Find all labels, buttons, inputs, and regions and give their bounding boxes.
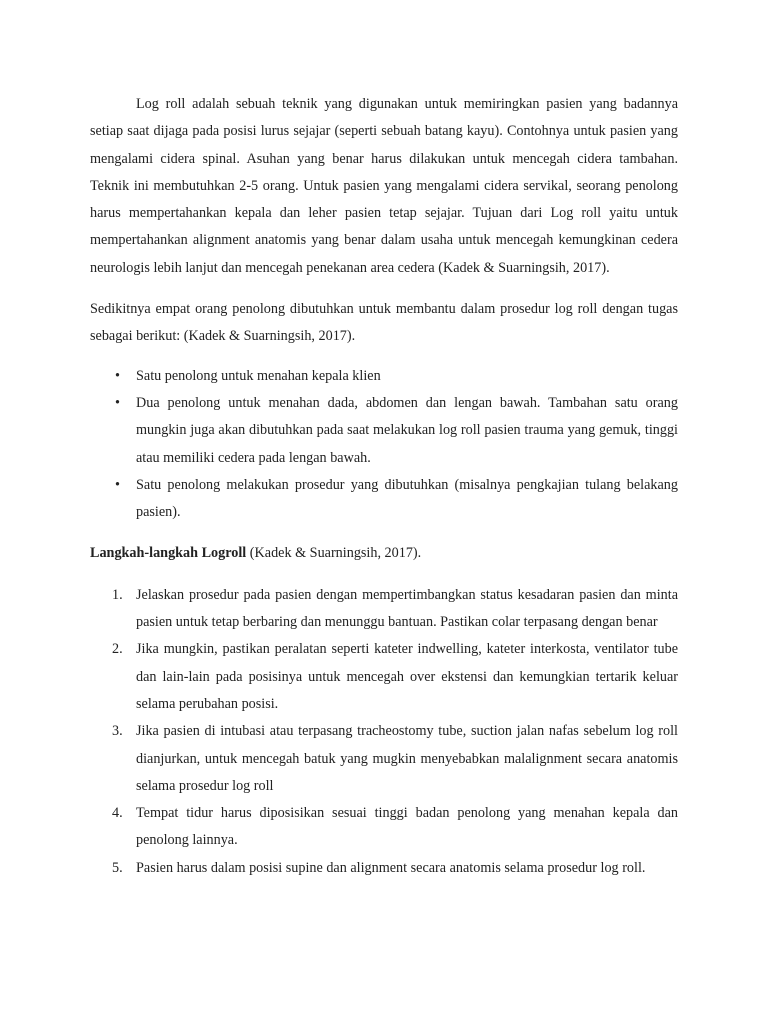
steps-list [90, 582, 678, 882]
section-heading-citation: (Kadek & Suarningsih, 2017). [246, 545, 422, 562]
bullet-marker: • [115, 476, 120, 493]
helpers-list [90, 363, 678, 527]
step-text: Pasien harus dalam posisi supine dan alignment secara anatomis selama prosedur log roll. [136, 859, 646, 876]
bullet-marker: • [115, 394, 120, 411]
helpers-paragraph: Sedikitnya empat orang penolong dibutuhkan untuk membantu dalam prosedur log roll dengan tugas sebagai berikut: (Kadek & Suarningsih, 2017). [90, 301, 678, 345]
step-text: Jelaskan prosedur pada pasien dengan mempertimbangkan status kesadaran pasien dan minta pasien untuk tetap berbaring dan menunggu bantuan. Pastikan colar terpasang dengan benar [136, 586, 678, 631]
bullet-marker: • [115, 367, 120, 384]
list-item [90, 855, 678, 882]
list-item [90, 582, 678, 637]
list-item [90, 800, 678, 855]
list-item [90, 390, 678, 472]
step-number: 3. [112, 723, 123, 740]
list-item [90, 636, 678, 718]
step-text: Tempat tidur harus diposisikan sesuai tinggi badan penolong yang menahan kepala dan penolong lainnya. [136, 805, 678, 849]
step-number: 2. [112, 641, 123, 658]
step-number: 1. [112, 586, 123, 603]
list-item [90, 718, 678, 800]
step-number: 5. [112, 859, 123, 876]
section-heading [90, 540, 678, 567]
section-heading-title: Langkah-langkah Logroll [90, 545, 247, 562]
list-item-text: Dua penolong untuk menahan dada, abdomen dan lengan bawah. Tambahan satu orang mungkin juga akan dibutuhkan pada saat melakukan log roll pasien trauma yang gemuk, tinggi atau memiliki cedera pada lengan bawah. [136, 394, 678, 466]
step-number: 4. [112, 805, 123, 822]
list-item-text: Satu penolong melakukan prosedur yang dibutuhkan (misalnya pengkajian tulang belakang pasien). [136, 476, 678, 521]
intro-paragraph: Log roll adalah sebuah teknik yang digunakan untuk memiringkan pasien yang badannya setiap saat dijaga pada posisi lurus sejajar (seperti sebuah batang kayu). Contohnya untuk pasien yang mengalami cidera spinal. Asuhan yang benar harus dilakukan untuk mencegah cidera tambahan. Teknik ini membutuhkan 2-5 orang. Untuk pasien yang mengalami cidera servikal, seorang penolong harus mempertahankan kepala dan leher pasien tetap sejajar. Tujuan dari Log roll yaitu untuk mempertahankan alignment anatomis yang benar dalam usaha untuk mencegah kemungkinan cedera neurologis lebih lanjut dan mencegah penekanan area cedera (Kadek & Suarningsih, 2017). [90, 96, 678, 276]
document-page [90, 91, 678, 882]
list-item [90, 472, 678, 527]
list-item [90, 363, 678, 390]
list-item-text: Satu penolong untuk menahan kepala klien [136, 367, 381, 384]
step-text: Jika mungkin, pastikan peralatan seperti kateter indwelling, kateter interkosta, ventilator tube dan lain-lain pada posisinya untuk mencegah over ekstensi dan kemungkian tertarik keluar selama perubahan posisi. [136, 641, 678, 712]
step-text: Jika pasien di intubasi atau terpasang tracheostomy tube, suction jalan nafas sebelum log roll dianjurkan, untuk mencegah batuk yang mugkin menyebabkan malalignment secara anatomis selama prosedur log roll [136, 723, 678, 794]
